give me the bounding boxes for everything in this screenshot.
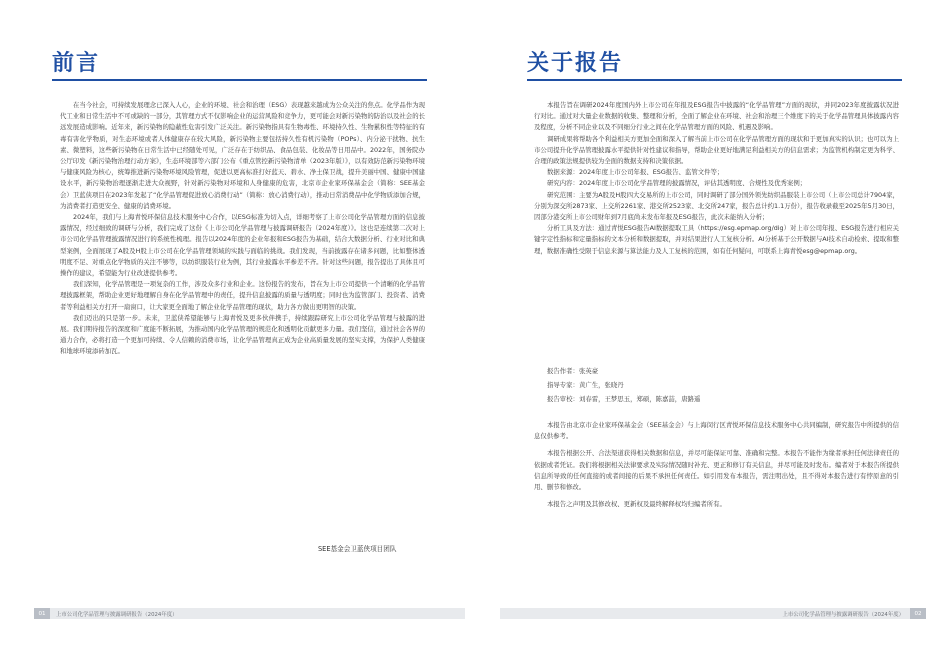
paragraph: 本报告旨在调研2024年度国内外上市公司在年报及ESG报告中披露的“化学品管理”方面的现状，并同2023年度披露状况进行对比。通过对大量企业数据的收集、整理和分析，全面了解企业在环境、社会和治理三个维度下的关于化学品管理具体披露内容及程度，分析不同企业以及不同细分行业之间在化学品管理方面的风险、机遇及影响。 — [534, 101, 899, 132]
right-page — [475, 0, 950, 649]
report-credits — [547, 364, 700, 406]
disclaimer-body — [534, 420, 899, 510]
paragraph: 研究范围：主要为A股及H股四大交易所的上市公司，同时调研了部分国外领先纺织品服装上市公司（上市公司总计7904家，分别为深交所2873家、上交所2261家、港交所2523家、北交所247家，报告总计约1.1万份），报告收录截至2025年5月30日，因部分港交所上市公司财年到7月底尚未发布年报及ESG报告，此次未能纳入分析； — [534, 190, 899, 222]
paragraph: 调研成果将帮助各个利益相关方更加全面和深入了解当前上市公司在化学品管理方面的现状和于更加真实的认识；也可以为上市公司提升化学品管理披露水平提供针对性建议和指导，帮助企业更好地满足利益相关方的信息需求；为监管机构制定更为科学、合理的政策法规提供较为全面的数据支持和决策依据。 — [534, 134, 899, 166]
foreword-heading: 前言 — [52, 51, 101, 76]
credit-author: 报告作者：张英豪 — [547, 367, 599, 375]
heading-rule — [527, 79, 902, 81]
paragraph: 我们迈出的只是第一步。未来，卫蓝侠希望能够与上海青悦及更多伙伴携手，持续跟踪研究上市公司化学品管理与披露的进展。我们期待报告的深度和广度能不断拓展，为推动国内化学品管理的规范化和透明化贡献更多力量。我们坚信，通过社会各界的通力合作，必将打造一个更加可持续、令人信赖的消费市场，让化学品管理真正成为企业高质量发展的坚实支撑，为保护人类健康和地球环境添砖加瓦。 — [60, 313, 425, 356]
paragraph: 在当今社会，可持续发展理念已深入人心，企业的环境、社会和治理（ESG）表现越来越成为公众关注的焦点。化学品作为现代工业和日常生活中不可或缺的一部分，其管理方式不仅影响企业的运营风险和竞争力，更可能会对新污染物的防治以及社会的长远发展造成影响。近年来，新污染物的隐蔽性危害引发广泛关注。新污染物指具有生物毒性、环境持久性、生物累积性等特征的有毒有害化学物质，对生态环境或者人体健康存在较大风险，新污染物主要包括持久性有机污染物（POPs）、内分泌干扰物、抗生素、微塑料，这些新污染物在日常生活中已经随处可见，广泛存在于纺织品、食品包装、化妆品等日用品中。2022年，国务院办公厅印发《新污染物治理行动方案》，生态环境部等六部门公布《重点管控新污染物清单（2023年版）》，以有效防范新污染物环境与健康风险为核心，统筹推进新污染物环境风险管理，促进以更高标准打好蓝天、碧水、净土保卫战，提升美丽中国、健康中国建设水平，新污染物治理逐渐走进大众视野，针对新污染物对环境和人身健康的危害，北京市企业家环保基金会（简称：SEE基金会）卫蓝侠项目在2023年发起了“化学品管理促进放心消费行动”（简称：放心消费行动），推动日常消费品中化学物质添加合规，为消费者打造更安全、健康的消费环境。 — [60, 101, 425, 210]
about-report-body — [534, 100, 899, 257]
footer-title: 上市公司化学品管理与披露调研报告（2024年度） — [50, 608, 465, 619]
foreword-body — [60, 100, 425, 358]
paragraph: 分析工具及方法：通过青悦ESG报告AI数据提取工具（https://esg.epmap.org/dig）对上市公司年报、ESG报告进行相应关键字定性指标和定量指标的文本分析和数据提取，并对结果进行人工复核分析。AI分析基于公开数据与AI技术自动检索、提取和整理，数据准确性受限于信息来源与算法能力及人工复核的范围，如有任何疑问，可联系上海青悦esg@epmap.org。 — [534, 224, 899, 255]
credit-reviewers: 报告审校：刘春雷，王梦思玉，郑硕，陈嘉喆，唐路遥 — [547, 395, 701, 403]
page-footer — [34, 608, 465, 619]
paragraph: 数据来源：2024年度上市公司年报、ESG报告、监管文件等； — [547, 168, 724, 177]
page-number: 01 — [34, 608, 50, 619]
heading-rule — [52, 79, 427, 81]
page-footer — [500, 608, 926, 619]
paragraph: 本报告根据公开、合法渠道获得相关数据和信息，并尽可能保证可靠、准确和完整。本报告不能作为缘者承担任何法律责任的依据或者凭证。我们将根据相关法律要求及实际情况随时补充、更正和修订有关信息，并尽可能及时发布。编者对于本报告所提供信息所导致的任何直接的或者间接的后果不承担任何责任。如引用发布本报告，需注明出处，且不得对本报告进行有悖原意的引用、删节和修改。 — [534, 449, 899, 492]
paragraph: 2024年，我们与上海青悦环保信息技术服务中心合作，以ESG标准为切入点，详细考察了上市公司化学品管理方面的信息披露情况，经过细致的调研与分析，我们完成了这份《上市公司化学品管理与披露调研报告（2024年度）》。这也是连续第二次对上市公司化学品管理披露情况进行的系统性梳理。报告以2024年度的企业年报和ESG报告为基础，结合大数据分析、行业对比和典型案例，全面展现了A股及H股上市公司在化学品管理领域的实践与面临的挑战。我们发现，当前披露存在诸多问题，比如整体透明度不足、对重点化学物质的关注不够等，以纺织服装行业为例，其行业披露水平参差不齐。针对这些问题，报告提出了具体且可操作的建议，希望能为行业改进提供参考。 — [60, 213, 425, 278]
paragraph: 研究内容：2024年度上市公司化学品管理的披露情况，评估其透明度、合规性及优秀案例； — [547, 179, 807, 188]
paragraph: 我们深知，化学品管理是一项复杂的工作，涉及众多行业和企业。这份报告的发布，旨在为上市公司提供一个清晰的化学品管理披露框架，帮助企业更好地理解自身在化学品管理中的责任，提升信息披露的质量与透明度；同时也为监管部门、投资者、消费者等利益相关方打开一扇窗口，让大家更全面地了解企业化学品管理的现状，助力各方做出更明智的决策。 — [60, 280, 425, 311]
signature: SEE基金会卫蓝侠项目团队 — [318, 545, 397, 553]
about-report-heading: 关于报告 — [527, 51, 624, 76]
footer-title: 上市公司化学品管理与披露调研报告（2024年度） — [500, 608, 910, 619]
page-number: 02 — [910, 608, 926, 619]
credit-experts: 指导专家：黄广生，张晓丹 — [547, 381, 624, 389]
paragraph: 本报告由北京市企业家环保基金会（SEE基金会）与上海闵行区青悦环保信息技术服务中心共同编制，研究报告中所提供的信息仅供参考。 — [534, 421, 899, 441]
paragraph: 本报告之声明及其修改权、更新权及最终解释权均归编者所有。 — [547, 500, 726, 509]
